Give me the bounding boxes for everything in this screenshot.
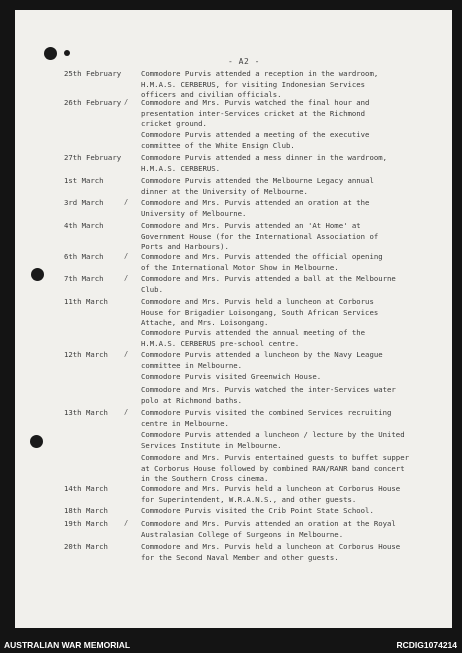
entry-text: Commodore Purvis attended the Melbourne Legacy annual dinner at the University of Melbourne. (141, 176, 374, 196)
document-page (15, 10, 452, 628)
entry-date: 3rd March (64, 198, 104, 207)
tick-mark: / (124, 408, 129, 416)
entry-date: 4th March (64, 221, 104, 230)
entry-date: 11th March (64, 297, 108, 306)
entry-date: 6th March (64, 252, 104, 261)
entry-text: Commodore and Mrs. Purvis attended an oration at the Royal Australasian College of Surgeons in Melbourne. (141, 519, 396, 539)
entry-date: 7th March (64, 274, 104, 283)
entry-text: Commodore Purvis attended a mess dinner in the wardroom, H.M.A.S. CERBERUS. (141, 153, 388, 173)
punch-hole (31, 268, 44, 281)
entry-date: 14th March (64, 484, 108, 493)
entry-text: Commodore Purvis attended a reception in the wardroom, H.M.A.S. CERBERUS, for visiting Indonesian Services officers and civilian officials. (141, 69, 379, 99)
entry-text: Commodore and Mrs. Purvis attended an oration at the University of Melbourne. (141, 198, 370, 218)
punch-hole (44, 47, 57, 60)
footer-institution: AUSTRALIAN WAR MEMORIAL (4, 640, 131, 650)
entry-text: Commodore and Mrs. Purvis watched the final hour and presentation inter-Services cricket at the Richmond cricket ground. (141, 98, 370, 128)
archive-footer (0, 631, 462, 653)
entry-text: Commodore Purvis attended a meeting of the executive committee of the White Ensign Club. (141, 130, 370, 150)
entry-text: Commodore and Mrs. Purvis attended a ball at the Melbourne Club. (141, 274, 396, 294)
entry-text: Commodore Purvis visited the Crib Point State School. (141, 506, 374, 515)
entry-text: Commodore and Mrs. Purvis attended an 'At Home' at Government House (for the International Association of Ports and Harbours). (141, 221, 379, 251)
footer-record-id: RCDIG1074214 (396, 640, 457, 650)
entry-text: Commodore Purvis visited Greenwich House. (141, 372, 322, 381)
entry-text: Commodore and Mrs. Purvis entertained guests to buffet supper at Corborus House followed by combined RAN/RANR band concert in the Southern Cross cinema. (141, 453, 409, 483)
entry-date: 18th March (64, 506, 108, 515)
entry-text: Commodore and Mrs. Purvis watched the inter-Services water polo at Richmond baths. (141, 385, 396, 405)
entry-text: Commodore Purvis attended the annual meeting of the H.M.A.S. CERBERUS pre-school centre. (141, 328, 366, 348)
entry-text: Commodore and Mrs. Purvis held a luncheon at Corborus House for Brigadier Loisongang, South African Services Attache, and Mrs. Loisongang. (141, 297, 379, 327)
tick-mark: / (124, 350, 129, 358)
entry-text: Commodore and Mrs. Purvis held a luncheon at Corborus House for the Second Naval Member and other guests. (141, 542, 401, 562)
entry-date: 27th February (64, 153, 122, 162)
entry-date: 12th March (64, 350, 108, 359)
punch-mark (64, 50, 70, 56)
entry-text: Commodore Purvis visited the combined Services recruiting centre in Melbourne. (141, 408, 392, 428)
entry-date: 1st March (64, 176, 104, 185)
entry-text: Commodore Purvis attended a luncheon / lecture by the United Services Institute in Melbourne. (141, 430, 405, 450)
entry-text: Commodore Purvis attended a luncheon by the Navy League committee in Melbourne. (141, 350, 383, 370)
entry-date: 20th March (64, 542, 108, 551)
entry-date: 13th March (64, 408, 108, 417)
tick-mark: / (124, 274, 129, 282)
punch-hole (30, 435, 43, 448)
tick-mark: / (124, 519, 129, 527)
tick-mark: / (124, 98, 129, 106)
tick-mark: / (124, 252, 129, 260)
entry-text: Commodore and Mrs. Purvis held a luncheon at Corborus House for Superintendent, W.R.A.N.S., and other guests. (141, 484, 401, 504)
entry-date: 19th March (64, 519, 108, 528)
entry-date: 26th February (64, 98, 122, 107)
page-number: - A2 - (228, 57, 260, 66)
entry-date: 25th February (64, 69, 122, 78)
tick-mark: / (124, 198, 129, 206)
entry-text: Commodore and Mrs. Purvis attended the official opening of the International Motor Show in Melbourne. (141, 252, 383, 272)
